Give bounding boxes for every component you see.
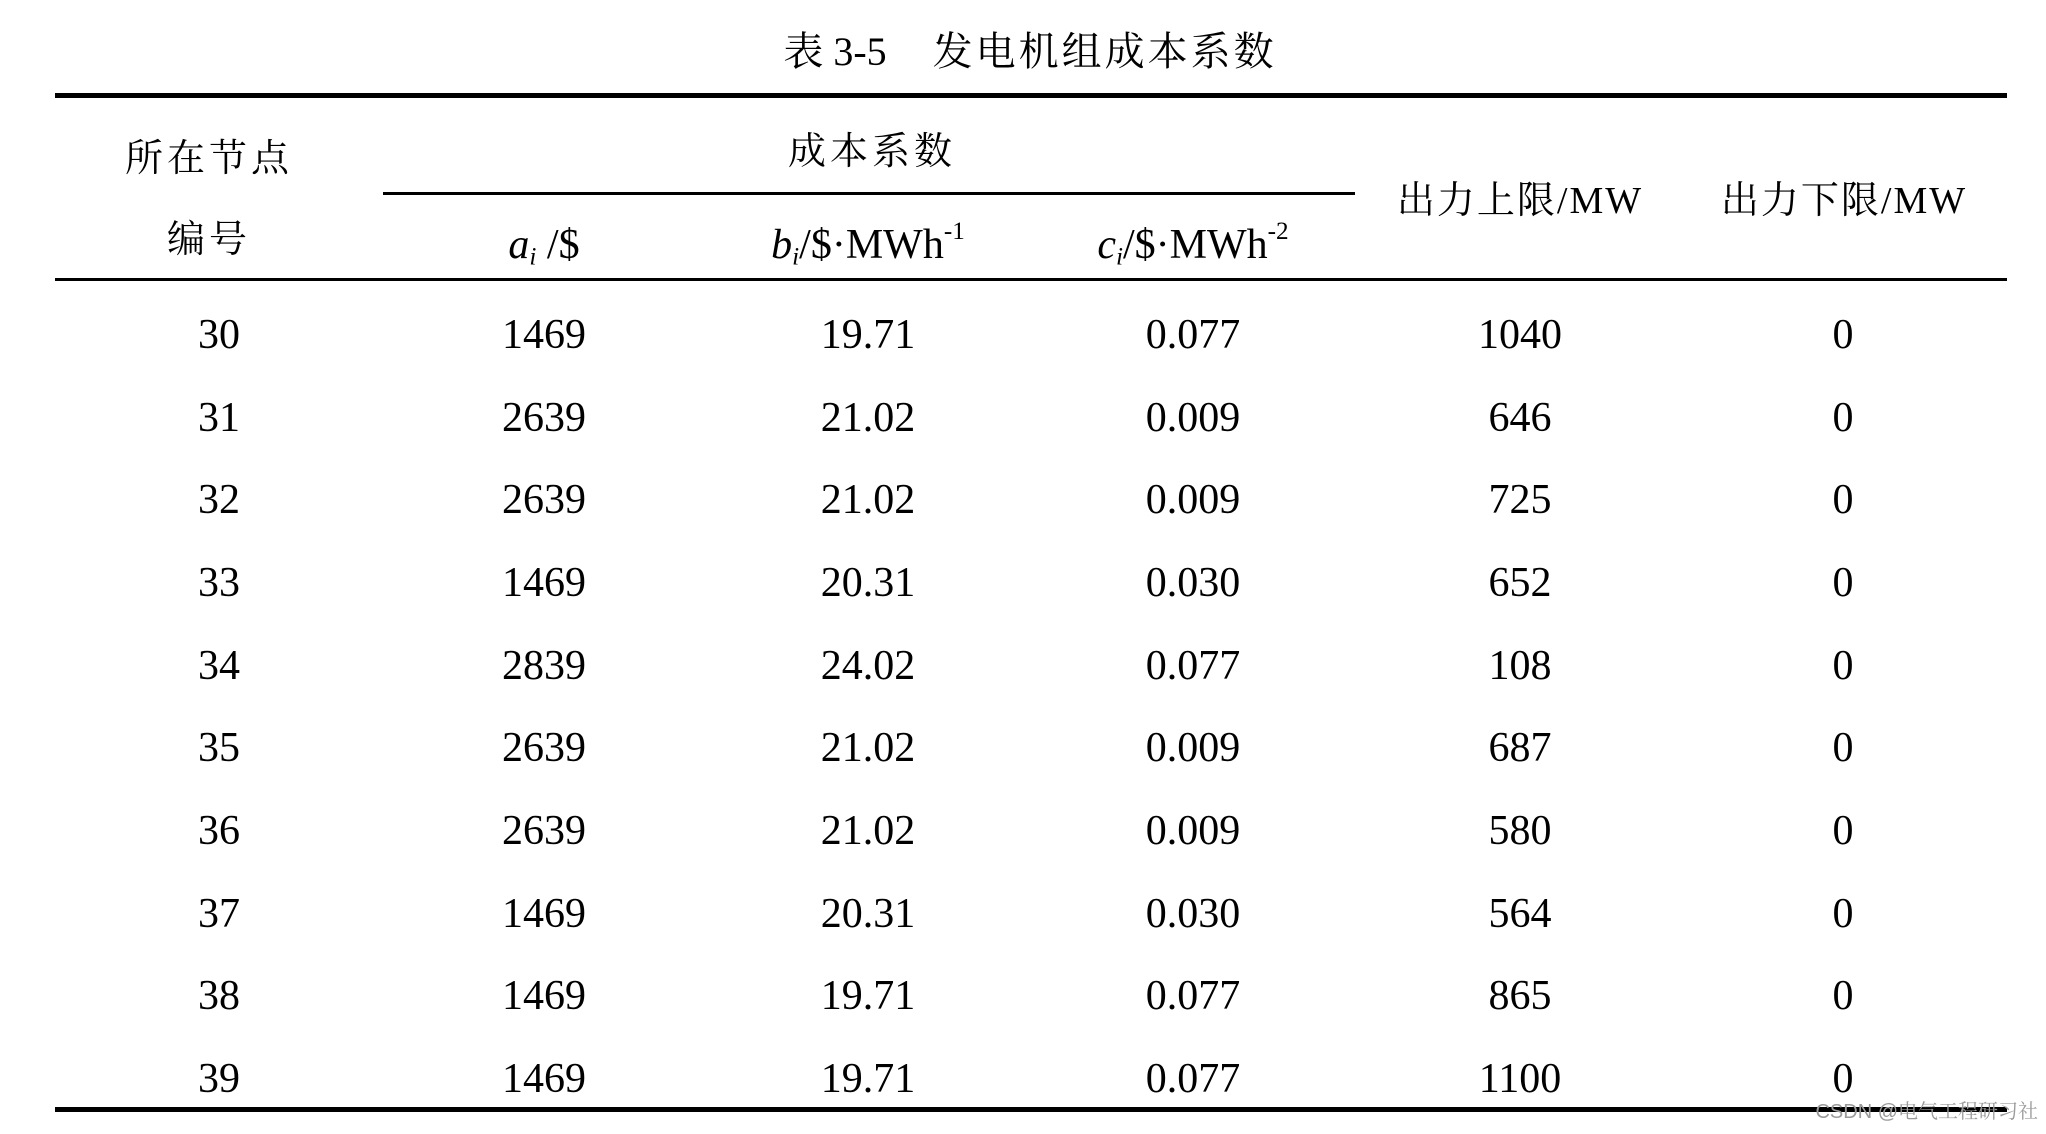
table-row [0,558,2046,608]
table-row [0,475,2046,525]
header-coef-b [718,218,1018,271]
cell-c: 0.009 [1145,725,1241,772]
cell-pmin: 0 [1832,1055,1854,1102]
cell-c: 0.009 [1145,807,1241,854]
header-cost-group: 成本系数 [787,131,956,173]
cell-a: 1469 [502,1055,586,1102]
cell-c: 0.009 [1145,477,1241,524]
cell-c: 0.077 [1145,312,1241,358]
cell-pmax: 580 [1488,807,1552,854]
header-coef-b-unit: /$·MWh [799,222,944,268]
cell-pmax: 564 [1488,890,1552,937]
cell-node: 32 [198,477,240,524]
cell-a: 1469 [502,890,586,937]
table-row [0,1054,2046,1104]
cell-pmin: 0 [1832,642,1854,689]
cell-a: 1469 [502,973,586,1020]
cell-b: 19.71 [820,1055,916,1102]
cell-node: 35 [198,725,240,772]
table-row [0,889,2046,939]
cell-node: 33 [198,559,240,606]
cell-pmin: 0 [1832,559,1854,606]
cell-pmax: 865 [1488,973,1552,1020]
cell-pmin: 0 [1832,973,1854,1020]
header-coef-c-unit: /$·MWh [1123,222,1268,268]
cell-a: 2839 [502,642,586,689]
table-row [0,723,2046,773]
cell-c: 0.077 [1145,1055,1241,1102]
cell-node: 36 [198,807,240,854]
header-coef-b-sup: -1 [943,218,965,246]
cell-pmin: 0 [1832,890,1854,937]
header-coef-b-var: b [771,222,793,268]
cell-b: 19.71 [820,312,916,358]
cost-group-rule [383,192,1355,195]
header-node-line1: 所在节点 [124,138,293,180]
header-coef-c-var: c [1097,222,1116,268]
cell-a: 2639 [502,394,586,441]
cell-c: 0.077 [1145,642,1241,689]
table-row [0,971,2046,1021]
header-coef-a [424,221,664,269]
cell-b: 21.02 [820,807,916,854]
cell-pmax: 646 [1488,394,1552,441]
cell-a: 1469 [502,559,586,606]
cell-c: 0.077 [1145,973,1241,1020]
cell-a: 2639 [502,807,586,854]
cell-b: 21.02 [820,725,916,772]
cell-b: 24.02 [820,642,916,689]
cell-c: 0.030 [1145,890,1241,937]
header-output-upper-limit: 出力上限/MW [1396,180,1644,222]
cell-a: 2639 [502,725,586,772]
cell-b: 21.02 [820,394,916,441]
cell-pmin: 0 [1832,807,1854,854]
cell-pmax: 725 [1488,477,1552,524]
cell-pmin: 0 [1832,312,1854,358]
cell-pmax: 1040 [1478,312,1562,358]
cell-c: 0.030 [1145,559,1241,606]
top-rule [55,93,2007,98]
table-row [0,310,2046,360]
cell-a: 1469 [502,312,586,358]
caption-title: 发电机组成本系数 [932,29,1277,74]
watermark: CSDN @电气工程研习社 [1815,1101,2038,1123]
header-coef-b-sub: i [792,243,800,271]
header-coef-c [1043,218,1343,271]
header-coef-a-unit: /$ [536,222,580,268]
cell-a: 2639 [502,477,586,524]
cell-b: 21.02 [820,477,916,524]
cell-b: 20.31 [820,559,916,606]
table-row [0,641,2046,691]
cell-node: 37 [198,890,240,937]
cell-pmax: 652 [1488,559,1552,606]
cell-node: 39 [198,1055,240,1102]
header-output-lower-limit: 出力下限/MW [1720,180,1968,222]
cell-pmax: 108 [1488,642,1552,689]
table-row [0,393,2046,443]
caption-label: 表 3-5 [783,29,887,74]
cell-pmin: 0 [1832,725,1854,772]
cell-node: 38 [198,973,240,1020]
cell-b: 19.71 [820,973,916,1020]
table-row [0,806,2046,856]
cell-pmax: 1100 [1478,1055,1562,1102]
cell-pmin: 0 [1832,394,1854,441]
header-rule [55,278,2007,281]
header-coef-a-var: a [508,222,530,268]
cell-c: 0.009 [1145,394,1241,441]
cell-node: 31 [198,394,240,441]
table-caption [530,28,1530,76]
cell-pmax: 687 [1488,725,1552,772]
header-node-line2: 编号 [166,219,251,261]
cell-node: 30 [198,312,240,358]
header-coef-c-sub: i [1116,243,1123,271]
header-coef-c-sup: -2 [1267,218,1289,246]
header-coef-a-sub: i [529,243,537,271]
cell-pmin: 0 [1832,477,1854,524]
bottom-rule [55,1107,2007,1112]
cell-node: 34 [198,642,240,689]
cell-b: 20.31 [820,890,916,937]
